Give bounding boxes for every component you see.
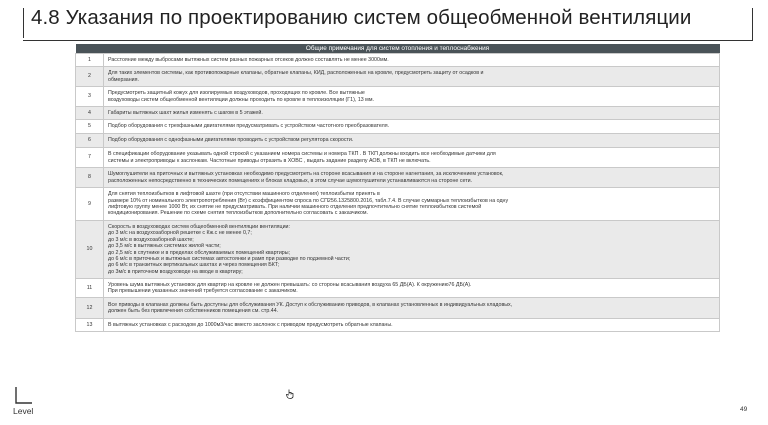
row-text <box>104 120 720 134</box>
row-text-line: лифтовую группу менее 1000 Вт, их снятие не предусматривать. При наличии машинного отделения предпочтительно снятие теплоизбытков системой <box>108 204 482 210</box>
table-row <box>76 279 720 298</box>
row-number: 8 <box>76 168 104 188</box>
row-number: 2 <box>76 67 104 87</box>
row-text-line: Уровень шума вытяжных установок для квартир на кровле не должен превышать: со стороны всасывания воздуха 65 ДБ(А). К окружению76 ДБ(А). <box>108 281 472 288</box>
row-text-line: В вытяжных установках с расходом до 1000м3/час вместо заслонок с приводом предусмотреть обратные клапаны. <box>108 321 393 328</box>
row-text <box>104 221 720 279</box>
row-number: 1 <box>76 54 104 67</box>
page-number: 49 <box>740 406 748 413</box>
level-logo-icon <box>15 386 33 404</box>
row-text-line: Габариты вытяжных шахт жилья изменять с шагом в 5 этажей. <box>108 109 263 116</box>
row-number: 11 <box>76 279 104 298</box>
row-text-line: системы и электроприводы к заслонкам. Частотные приводы отразить в ХОВС , выдать задание разделу АОВ, в ТКП не включать. <box>108 157 431 164</box>
row-text-line: При превышении указанных значений требуется согласование с заказчиком. <box>108 288 298 294</box>
row-number: 9 <box>76 188 104 221</box>
title-rule-left <box>23 8 24 38</box>
row-number: 3 <box>76 87 104 107</box>
row-text-line: должен быть без привлечения собственников помещения см. стр.44. <box>108 308 279 314</box>
table-row <box>76 67 720 87</box>
row-text-line: Для снятия теплоизбытков в лифтовой шахте (при отсутствии машинного отделения) теплоизбытки принять в <box>108 191 380 198</box>
row-number: 12 <box>76 298 104 319</box>
row-text <box>104 134 720 148</box>
row-text-line: до 3м/с в приточном воздуховоде на вводе в квартиру; <box>108 268 243 275</box>
row-text-line: В спецификации оборудование указывать одной строкой с указанием номера системы и номера ТКП . В ТКП должны входить все необходимые датчики для <box>108 151 496 158</box>
page-title: 4.8 Указания по проектированию систем общеобменной вентиляции <box>31 6 692 29</box>
row-text-line: до 6 м/с в приточных и вытяжных системах автостоянки и рамп при разводке по подземной части; <box>108 255 351 262</box>
row-number: 7 <box>76 148 104 168</box>
row-text <box>104 279 720 298</box>
row-text-line: Подбор оборудования с трехфазными двигателями предусматривать с устройством частотного преобразователя. <box>108 123 390 130</box>
table-row <box>76 120 720 134</box>
row-text-line: до 6 м/с в транзитных вертикальных шахтах и через помещения БКТ; <box>108 262 280 269</box>
row-number: 6 <box>76 134 104 148</box>
row-text-line: Все приводы в клапанах должны быть доступны для обслуживания УК. Доступ к обслуживанию приводов, в клапанах установленных в индивидуальных кладовых, <box>108 301 513 308</box>
table-row <box>76 298 720 319</box>
row-text-line: Скорость в воздуховодах систем общеобменной вентиляции вентиляции: <box>108 223 290 230</box>
table-row <box>76 221 720 279</box>
row-text-line: обмерзания. <box>108 76 139 83</box>
table-header: Общие примечания для систем отопления и теплоснабжения <box>76 44 720 54</box>
row-number: 5 <box>76 120 104 134</box>
table-row <box>76 188 720 221</box>
brand-name: Level <box>13 406 34 416</box>
row-text-line: расположенных непосредственно в технических помещениях и блоках кладовых, в этом случае шумоглушители устанавливаются на стороне сети. <box>108 177 473 184</box>
row-text-line: воздуховоды систем общеобменной вентиляции должны проходить по кровле в теплоизоляции (Г1), 13 мм. <box>108 96 374 103</box>
row-text-line: Для таких элементов системы, как противопожарные клапаны, обратные клапаны, КИД, расположенных на кровле, предусмотреть защиту от осадков и <box>108 70 484 77</box>
hand-cursor-icon <box>286 389 294 399</box>
row-text-line: размере 10% от номинального электропотребления (Вт) с коэффициентом спроса по СП256.1325800.2016, табл.7.4. В случае суммарных теплоизбытков на одну <box>108 197 509 204</box>
notes-table <box>75 44 720 332</box>
row-text-line: Шумоглушители на приточных и вытяжных установках необходимо предусмотреть на стороне всасывания и на стороне нагнетания, за исключением установок, <box>108 171 504 178</box>
title-rule-right <box>752 8 753 41</box>
row-number: 4 <box>76 107 104 120</box>
row-text-line: до 3,5 м/с в вытяжных системах жилой части; <box>108 243 221 250</box>
row-number: 10 <box>76 221 104 279</box>
row-text <box>104 54 720 67</box>
row-text-line: до 2,5 м/с в спутнике и в пределах обслуживаемых помещений квартиры; <box>108 249 291 256</box>
row-text-line: Расстояние между выбросами вытяжных систем разных пожарных отсеков должно составлять не менее 3000мм. <box>108 56 389 63</box>
table-row <box>76 134 720 148</box>
row-text-line: кондиционирования. Решение по схеме снятия теплоизбытков дополнительно согласовать с заказчиком. <box>108 210 368 217</box>
table-row <box>76 168 720 188</box>
row-text <box>104 319 720 332</box>
row-text-line: Подбор оборудования с однофазными двигателями проводить с устройством регулятора скорости. <box>108 137 354 144</box>
row-text <box>104 87 720 107</box>
row-text <box>104 148 720 168</box>
title-rule-bottom <box>23 40 753 41</box>
table-row <box>76 319 720 332</box>
table-row <box>76 87 720 107</box>
row-text <box>104 188 720 221</box>
row-text <box>104 107 720 120</box>
row-text <box>104 168 720 188</box>
row-text-line: Предусмотреть защитный кожух для изолируемых воздуховодов, проходящих по кровле. Все вытяжные <box>108 90 365 97</box>
row-text <box>104 298 720 319</box>
table-row <box>76 54 720 67</box>
row-number: 13 <box>76 319 104 332</box>
table-row <box>76 148 720 168</box>
row-text <box>104 67 720 87</box>
row-text-line: до 3 м/с в воздухозаборной шахте; <box>108 236 194 243</box>
row-text-line: до 3 м/с на воздухозаборной решетке с Кж.с не менее 0,7; <box>108 230 252 237</box>
table-row <box>76 107 720 120</box>
